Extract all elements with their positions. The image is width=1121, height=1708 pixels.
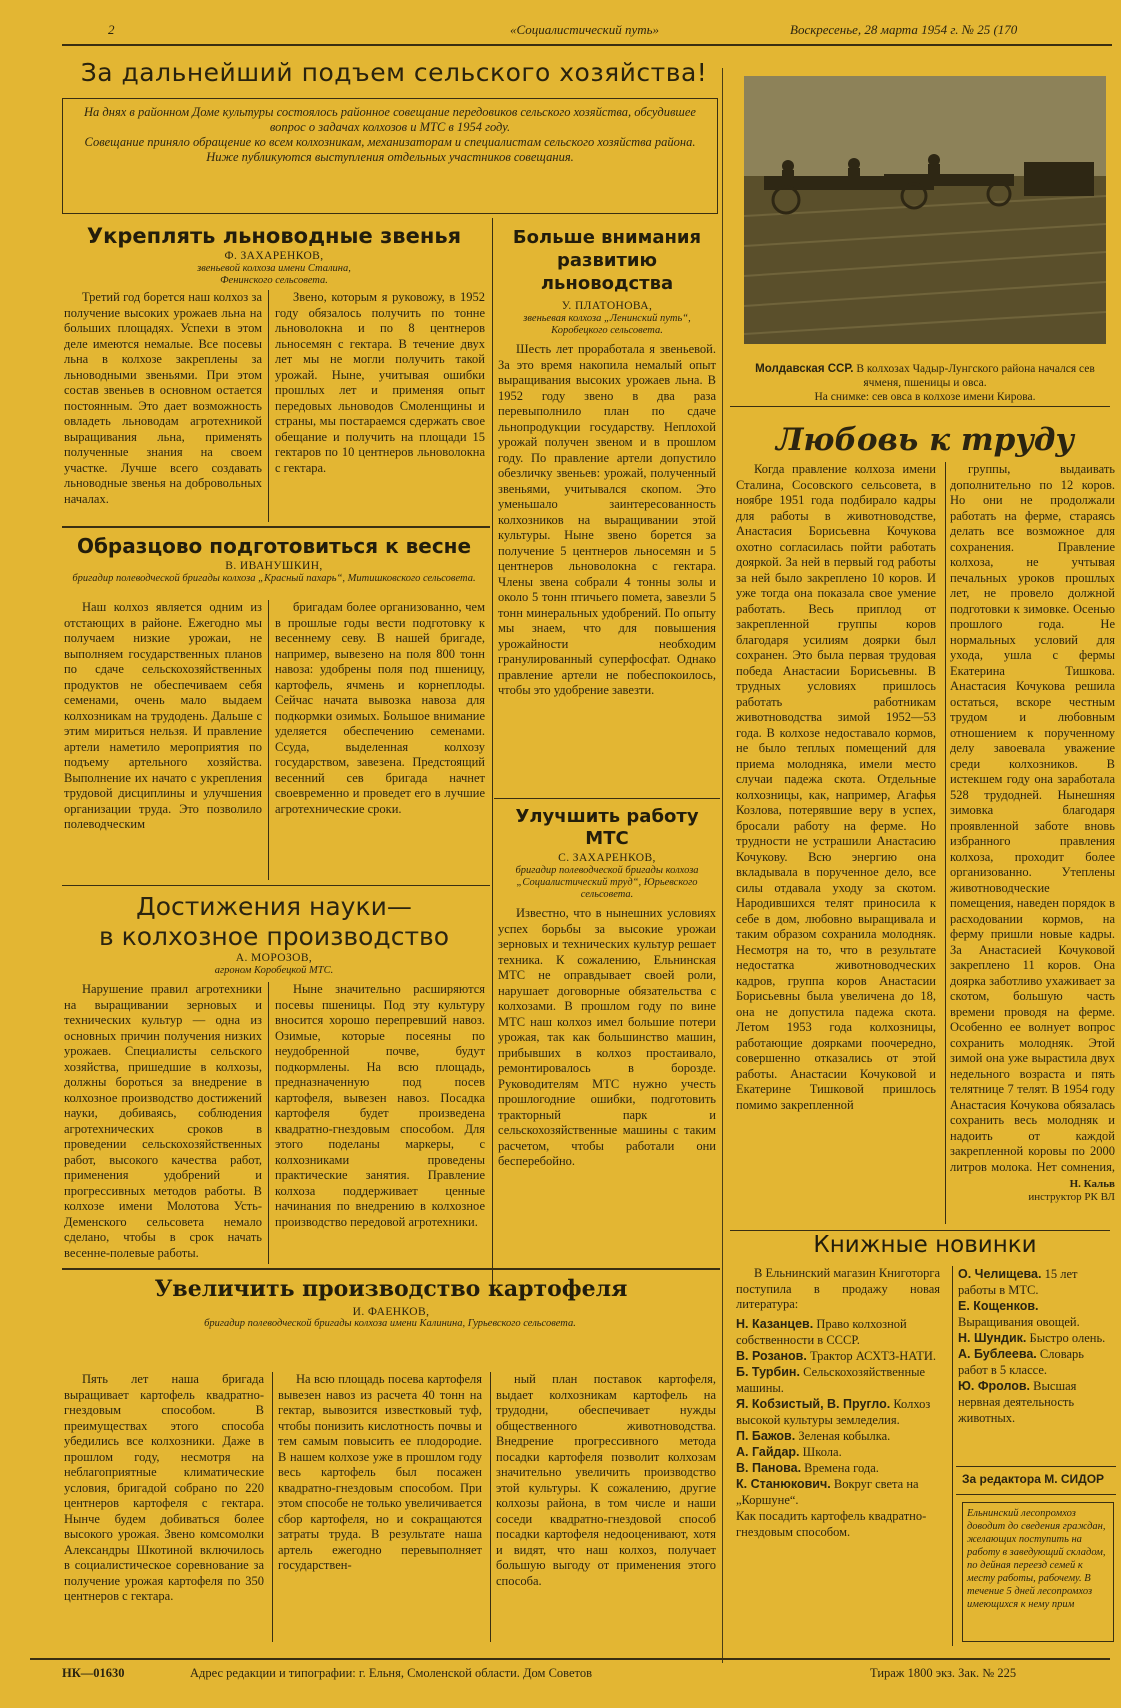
article-column: Нарушение правил агротехники на выращивании зерновых и технических культур — одна из основных причин получения низких урожаев. Специалисты сельского хозяйства, пришедшие в колхозы, должны бороться за внедрение в колхозное производство достижений науки, добиваясь, соблюдения агротехнических сроков в проведении сельскохозяйственных работ, высокого качества работ, применения удобрений и прогрессивных методов работы. В колхозе имени Молотова Усть-Деменского сельсовета немало сделано, чтобы в срок начать весенне-полевые работы. (64, 982, 262, 1260)
article-column: Шесть лет проработала я звеньевой. За это время накопила немалый опыт выращивания высоких урожаев льна. В 1952 году звено в два раза перевыполнило план по сдаче льнопродукции государству. Неплохой урожай получен звеном и в прошлом году. По правление артели допустило обезличку звеньев: урожай, полученный звеньями, учитывался скопом. Это уменьшало заинтересованность колхозников на выращивании этой культуры. Ныне звено борется за получение 5 центнеров льносемян и 5 центнеров льноволокна с гектара. Члены звена собрали 4 тонны золы и около 5 тонн птичьего помета, завезли 5 тонн минеральных удобрений. По опыту мы знаем, что для повышения урожайности необходим гранулированный суперфосфат. Однако правление артели не побеспокоилось, чтобы это удобрение завезти. (498, 342, 716, 697)
article-title: Улучшить работу МТС (515, 806, 699, 849)
column-rule (268, 982, 269, 1264)
article-author-role: звеньевой колхоза имени Сталина, Фенинского сельсовета. (197, 263, 351, 286)
article-author-role: звеньевая колхоза „Ленинский путь“, Коробецкого сельсовета. (523, 313, 691, 336)
books-intro: В Ельнинский магазин Книготорга поступила в продажу новая литература: (736, 1266, 940, 1311)
books-list-left (736, 1316, 946, 1656)
article-column: Пять лет наша бригада выращивает картофель квадратно-гнездовым способом. В преимуществах этого способа убедились все колхозники. Даже в прошлом году, несмотря на неблагоприятные климатические условия, бригадой собрано по 220 центнеров картофеля с гектара. Нынче будем добиваться более высокого урожая. Звено комсомолки Александры Шкотиной включилось в социалистическое соревнование за получение урожая картофеля по 350 центнеров с гектара. (64, 1372, 264, 1603)
book-item: В. Розанов. Трактор АСХТЗ-НАТИ. (736, 1349, 936, 1363)
column-rule (945, 462, 946, 1224)
column-rule (272, 1372, 273, 1642)
article-divider (494, 798, 720, 799)
book-item: В. Панова. Времена года. (736, 1461, 879, 1475)
article-column: Ныне значительно расширяются посевы пшеницы. Под эту культуру вносится хорошо перепревший навоз. Озимые, которые посеяны по неудобренной почве, будут подкормлены. На всю площадь, предназначенную под посев картофеля, вывезен навоз. Посадка картофеля будет произведена квадратно-гнездовым способом. Для этого поделаны маркеры, с колхозниками проведены практические занятия. Правление колхоза поддерживает ценные начинания по внедрению в колхозное производство передовой агротехники. (275, 982, 485, 1229)
book-item: А. Бублеева. Словарь работ в 5 классе. (958, 1347, 1084, 1377)
section-divider (730, 1230, 1110, 1231)
article-column: Третий год борется наш колхоз за получение высоких урожаев льна на больших площадях. Успехи в этом деле имеются немалые. Все посевы льна в колхозе закреплены за льноводными звеньями. При этом состав звеньев в основном остается постоянным. Это дает возможность овладеть льноводам агротехникой выращивания льна, применять полученные знания на своем участке. Лучше всего создавать льноводные звенья на добровольных началах. (64, 290, 262, 506)
article-column: Звено, которым я руковожу, в 1952 году обязалось получить по тонне льноволокна и по 8 центнеров льносемян с гектара. В течение двух лет мы не могли получить такой урожай. Ныне, учитывая ошибки прошлых лет и применяя опыт передовых льноводов Смоленщины и страны, мы постараемся сдержать свое обещание и получить на площади 15 гектаров по 10 центнеров льноволокна с гектара. (275, 290, 485, 475)
section-divider (956, 1466, 1116, 1467)
article-author: А. МОРОЗОВ, (235, 952, 313, 964)
column-rule (490, 1372, 491, 1642)
intro-paragraph-2: Совещание приняло обращение ко всем колхозникам, механизаторам и специалистам сельского хозяйства района. (84, 135, 696, 149)
book-item: Б. Турбин. Сельскохозяйственные машины. (736, 1365, 926, 1395)
book-item: Н. Казанцев. Право колхозной собственности в СССР. (736, 1317, 907, 1347)
footer-circulation: Тираж 1800 экз. Зак. № 225 (870, 1666, 1017, 1680)
books-list-right (958, 1266, 1113, 1462)
section-divider (730, 406, 1110, 407)
article-title: Укреплять льноводные звенья (86, 224, 462, 248)
book-item: О. Челищева. 15 лет работы в МТС. (958, 1267, 1078, 1297)
article-divider (62, 1268, 720, 1270)
book-item: А. Гайдар. Школа. (736, 1445, 842, 1459)
masthead-rule (62, 44, 1112, 46)
article-author: В. ИВАНУШКИН, (225, 560, 323, 572)
article-title: Книжные новинки (813, 1232, 1037, 1258)
column-rule (952, 1266, 953, 1646)
column-rule (268, 290, 269, 522)
notice-box: Ельнинский лесопромхоз доводит до сведения граждан, желающих поступить на работу в заведующий складом, по дейная переезд семей к месту работы, рабочему. В течение 5 дней лесопромхоз имеющихся к нему прим (962, 1502, 1114, 1642)
book-item: Как посадить картофель квадратно-гнездовым способом. (736, 1509, 927, 1539)
article-column: На всю площадь посева картофеля вывезен навоз из расчета 40 тонн на гектар, вывозится известковый туф, чтобы понизить кислотность почвы и тем самым повысить ее плодородие. В нашем колхозе уже в прошлом году весь картофель был посажен квадратно-гнездовым способом. При этом способе не только увеличивается сбор картофеля, но и сокращаются затраты труда. В результате наша артель ежегодно перевыполняет государствен- (278, 1372, 482, 1572)
article-column: ный план поставок картофеля, выдает колхозникам картофель на трудодни, обеспечивает нужды общественного животноводства. Внедрение прогрессивного метода посадки картофеля позволит колхозам значительно увеличить производство этой культуры. К сожалению, другие колхозы района, в том числе и наши соседи квадратно-гнездовой способ посадки картофеля недооценивают, хотя и видят, что наш колхоз, получает большую выгоду от применения этого способа. (496, 1372, 716, 1588)
photo-caption: Молдавская ССР. В колхозах Чадыр-Лунгского района начался сев ячменя, пшеницы и овса. На снимке: сев овса в колхозе имени Кирова. (755, 363, 1095, 403)
page-number: 2 (108, 22, 115, 37)
footer-address: Адрес редакции и типографии: г. Ельня, Смоленской области. Дом Советов (190, 1666, 592, 1680)
article-author: Ф. ЗАХАРЕНКОВ, (224, 250, 324, 262)
intro-paragraph-3: Ниже публикуются выступления отдельных участников совещания. (206, 150, 574, 164)
article-column: бригадам более организованно, чем в прошлые годы вести подготовку к весеннему севу. В нашей бригаде, например, вывезено на поля 800 тонн навоза: удобрены поля под пшеницу, картофель, ячмень и корнеплоды. Сейчас начата вывозка навоза для подкормки озимых. Большое внимание уделяется обеспечению семенами. Ссуда, выделенная колхозу государством, завезена. Предстоящий весенний сев бригада начнет своевременно и проведет его в лучшие агротехнические сроки. (275, 600, 485, 816)
article-column: группы, выдаивать дополнительно по 12 коров. Но они не продолжали работать на ферме, стараясь делать все возможное для сохранения. Правление колхоза, не учтывая печальных уроков прошлых лет, не провело должной подготовки к зимовке. Осенью прошлого года. Не нормальных условий для ухода, ушла с фермы Екатерина Тишкова. Анастасия Кочукова решила остаться, вскоре честным трудом и любовным отношением к порученному делу завоевала уважение среди колхозников. В истекшем году она заработала 528 трудодней. Нынешняя зимовка благодаря проявленной заботе вновь избранного правления колхоза, проходит более организованно. Утеплены животноводческие помещения, наведен порядок в расходовании кормов, на ферму пришли новые кадры. За Анастасией Кочуковой закреплено 11 коров. Она доярка заботливо ухаживает за скотом, большую часть времени проводя на ферме. Особенно ее волнует вопрос сохранить молодняк. Этой зимой она уже вырастила двух недельного возраста и пять телятнице 7 телят. В 1954 году Анастасия Кочукова обязалась сохранить весь молодняк и надоить от каждой закрепленной коровы по 2000 литров молока. Нет сомнения, (950, 462, 1115, 1174)
article-author-role: бригадир полеводческой бригады колхоза „Красный пахарь“, Митишковского сельсовета. (72, 573, 476, 584)
column-rule (492, 218, 493, 1288)
photo-sowing (744, 76, 1106, 344)
footer-rule (30, 1658, 1110, 1660)
signature: Н. Кальв инструктор РК ВЛ (1028, 1178, 1115, 1203)
article-title: Больше внимания развитию льноводства (512, 227, 702, 294)
book-item: К. Станюкович. Вокруг света на „Коршуне“. (736, 1477, 919, 1507)
book-item: Н. Шундик. Быстро олень. (958, 1331, 1106, 1345)
article-title: Достижения науки— в колхозное производство (98, 892, 450, 951)
article-author-role: агроном Коробецкой МТС. (214, 965, 334, 976)
book-item: П. Бажов. Зеленая кобылка. (736, 1429, 891, 1443)
intro-paragraph-1: На днях в районном Доме культуры состоялось районное совещание передовиков сельского хозяйства, обсудившее вопрос о задачах колхозов и МТС в 1954 году. (84, 105, 696, 134)
article-column: Когда правление колхоза имени Сталина, Сосовского сельсовета, в ноябре 1951 года подбирало кадры для работы в животноводстве, Анастасия Борисьевна Кочукова охотно согласилась пойти работать дояркой. За ней в первый год работы за ней было закреплено 10 коров. И уже тогда она показала свое умение работать. Весь приплод от закрепленной группы коров благодаря усилиям доярки был сохранен. Это была первая трудовая победа Анастасии Борисьевны. В трудных условиях пришлось работать работникам животноводства зимой 1952—53 года. В колхозе недоставало кормов, не было теплых помещений для приема молодняка, имели место случаи падежа скота. Отдельные колхозницы, как, например, Агафья Козлова, потерявшие веру в успех, бросали работу на ферме. Но трудности не устрашили Анастасию Кочукову. Всю энергию она вкладывала в порученное дело, все силы отдавала уходу за скотом. Народившихся телят приносила к себе в дом, любовно выращивала и таким образом сохранила молодняк. Несмотря на то, что в результате недостатка животноводческих кадров, группа коров Анастасии Борисьевны была увеличена до 18, она не допустила падежа скота. Летом 1953 года колхозницы, работающие доярками поочередно, совершенно отказались от этой работы. Анастасии Кочуковой и Екатерине Тишковой пришлось помимо закрепленной (736, 462, 936, 1112)
article-divider (62, 885, 490, 886)
issue-date: Воскресенье, 28 марта 1954 г. № 25 (170 (790, 22, 1018, 37)
article-author: У. ПЛАТОНОВА, (561, 300, 653, 312)
photo-illustration (744, 76, 1106, 344)
article-column: Наш колхоз является одним из отстающих в районе. Ежегодно мы получаем низкие урожаи, не выполняем государственных планов по сдаче сельскохозяйственных продуктов не обеспечиваем себя семенами, очень мало выдаем колхозникам на трудодень. Дальше с этим мириться нельзя. И правление артели наметило мероприятия по подъему артельного хозяйства. Выполнение их начато с укрепления трудовой дисциплины и улучшения организации труда. Это позволило полеводческим (64, 600, 262, 831)
column-rule (722, 68, 723, 1663)
paper-name: «Социалистический путь» (510, 22, 660, 37)
article-author: И. ФАЕНКОВ, (352, 1306, 430, 1318)
footer-code: НК—01630 (62, 1666, 125, 1680)
main-headline: За дальнейший подъем сельского хозяйства! (80, 58, 708, 87)
article-column: Известно, что в нынешних условиях успех борьбы за высокие урожаи зерновых и технических культур решает техника. К сожалению, Ельнинская МТС не оправдывает своей роли, нарушает договорные обязательства с колхозами. В прошлом году по вине МТС наш колхоз имел большие потери урожая, так как большинство машин, прибывших в колхоз простаивало, ремонтировалось в борозде. Руководителям МТС нужно учесть прошлогодние ошибки, подготовить тракторный парк и сельскохозяйственные машины с таким расчетом, чтобы работали они бесперебойно. (498, 906, 716, 1168)
article-author-role: бригадир полеводческой бригады колхоза имени Калинина, Гурьевского сельсовета. (204, 1318, 576, 1329)
editor-line: За редактора М. СИДОР (962, 1472, 1105, 1486)
column-rule (268, 600, 269, 880)
section-divider (956, 1494, 1116, 1495)
article-title: Увеличить производство картофеля (154, 1276, 628, 1302)
article-title: Образцово подготовиться к весне (76, 534, 472, 558)
book-item: Е. Кощенков. Выращивания овощей. (958, 1299, 1080, 1329)
article-title: Любовь к труду (775, 422, 1074, 458)
article-divider (62, 526, 490, 528)
book-item: Я. Кобзистый, В. Пругло. Колхоз высокой культуры земледелия. (736, 1397, 931, 1427)
book-item: Ю. Фролов. Высшая нервная деятельность животных. (958, 1379, 1077, 1425)
article-author-role: бригадир полеводческой бригады колхоза „Социалистический труд“, Юрьевского сельсовета. (515, 865, 699, 900)
article-author: С. ЗАХАРЕНКОВ, (558, 852, 656, 864)
intro-box (62, 98, 718, 214)
